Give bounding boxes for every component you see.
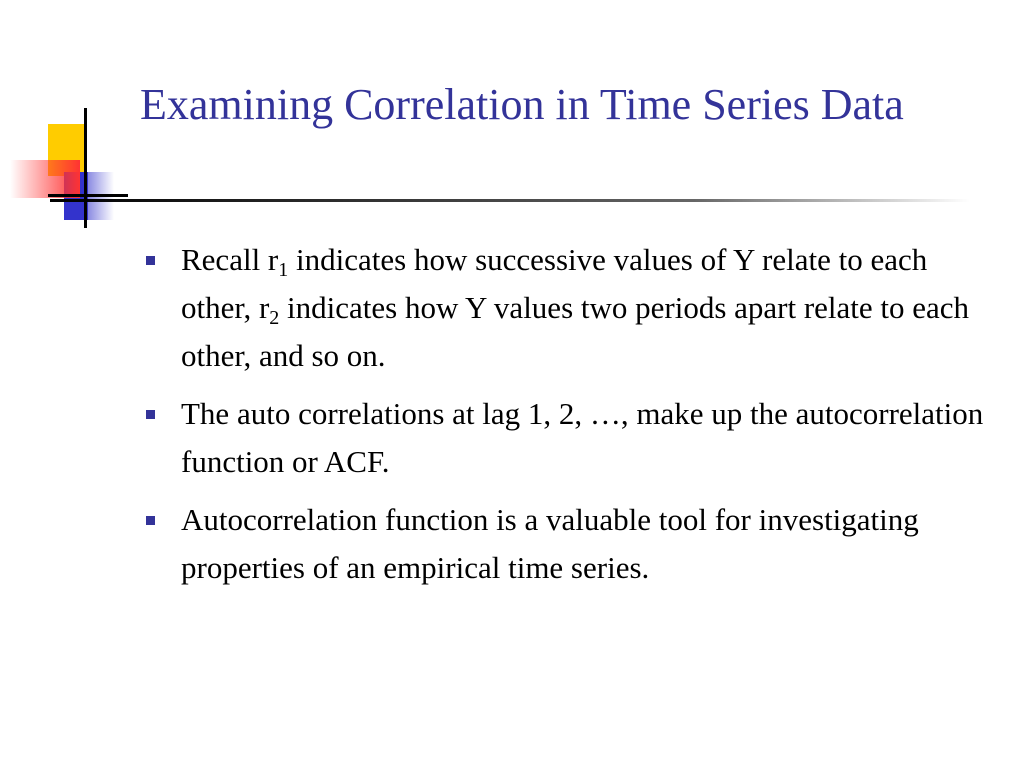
bullet-text: The auto correlations at lag 1, 2, …, make up the autocorrelation function or ACF. — [181, 396, 984, 479]
bullet-text: Autocorrelation function is a valuable tool for investigating properties of an empirical time series. — [181, 502, 919, 585]
subscript-1: 1 — [278, 259, 289, 281]
bullet-text-part: indicates how Y values two periods apart relate to each other, and so on. — [181, 290, 970, 373]
square-bullet-icon — [146, 410, 155, 419]
bullet-text-part: Recall r — [181, 242, 279, 277]
square-bullet-icon — [146, 256, 155, 265]
bullet-list — [140, 236, 1000, 602]
bullet-item — [140, 236, 1000, 380]
bullet-item — [140, 390, 1000, 486]
square-bullet-icon — [146, 516, 155, 525]
slide-title: Examining Correlation in Time Series Data — [140, 80, 904, 129]
title-divider — [50, 199, 970, 202]
bullet-text-part: indicates how successive values of Y relate to each other, r — [181, 242, 928, 325]
slide-logo-icon — [0, 0, 150, 240]
bullet-item — [140, 496, 1000, 592]
subscript-2: 2 — [269, 307, 280, 329]
